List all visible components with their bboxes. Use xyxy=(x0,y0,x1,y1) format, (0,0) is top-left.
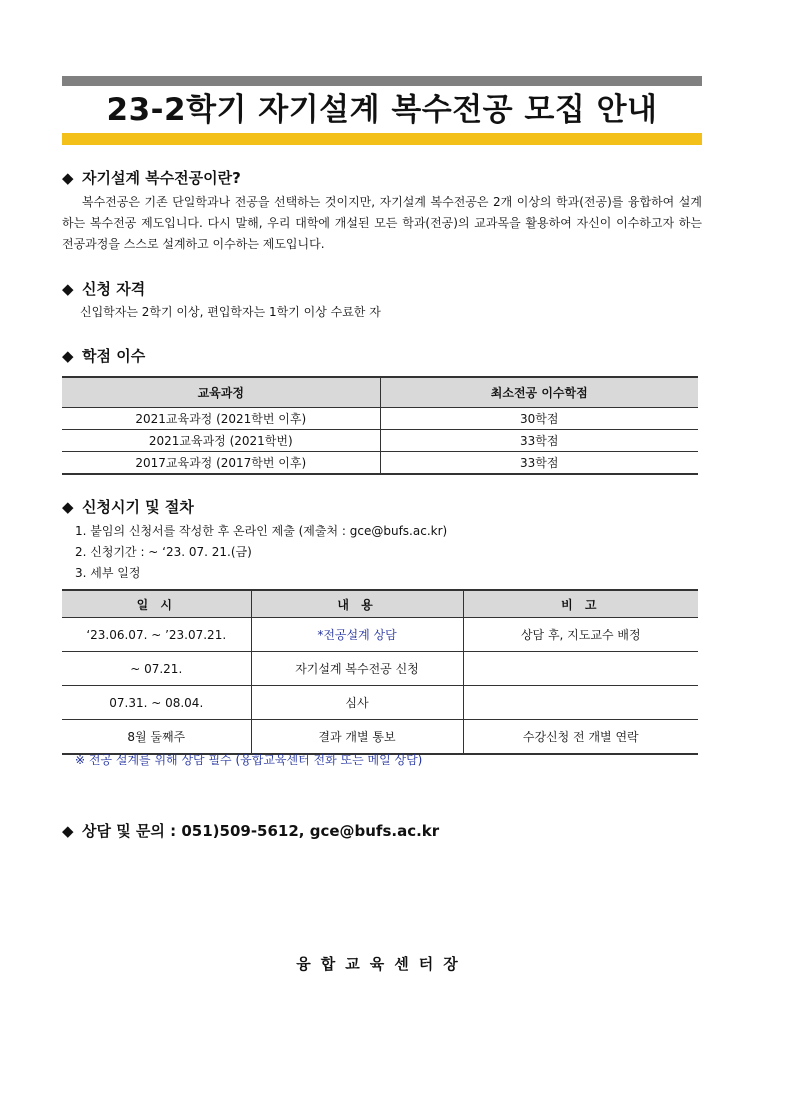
section-heading-text: 신청 자격 xyxy=(82,280,146,298)
procedure-step-3: 3. 세부 일정 xyxy=(75,566,141,580)
table-cell: 2021교육과정 (2021학번) xyxy=(62,430,380,452)
eligibility-text: 신입학자는 2학기 이상, 편입학자는 1학기 이상 수료한 자 xyxy=(80,305,381,319)
table-cell: 30학점 xyxy=(380,408,698,430)
section-heading-text: 신청시기 및 절차 xyxy=(82,498,194,516)
procedure-step-2: 2. 신청기간 : ~ ‘23. 07. 21.(금) xyxy=(75,545,252,559)
table-cell: 8월 둘째주 xyxy=(62,720,251,755)
table-cell: 상담 후, 지도교수 배정 xyxy=(463,618,698,652)
table-row xyxy=(62,408,698,430)
table-cell xyxy=(463,686,698,720)
schedule-table xyxy=(62,589,698,755)
table-cell: *전공설계 상담 xyxy=(251,618,463,652)
procedure-step-1: 1. 붙임의 신청서를 작성한 후 온라인 제출 (제출처 : gce@bufs.ac.kr) xyxy=(75,524,448,538)
table-cell: 2017교육과정 (2017학번 이후) xyxy=(62,452,380,475)
table-cell: 수강신청 전 개별 연락 xyxy=(463,720,698,755)
document-title: 23-2학기 자기설계 복수전공 모집 안내 xyxy=(106,92,658,128)
diamond-bullet-icon: ◆ xyxy=(62,822,74,840)
table-row xyxy=(62,430,698,452)
table-cell: 33학점 xyxy=(380,452,698,475)
consultation-note: ※ 전공 설계를 위해 상담 필수 (융합교육센터 전화 또는 메일 상담) xyxy=(75,753,423,767)
table-cell: 07.31. ~ 08.04. xyxy=(62,686,251,720)
diamond-bullet-icon: ◆ xyxy=(62,280,74,298)
table-cell: 심사 xyxy=(251,686,463,720)
table-header-row xyxy=(62,377,698,408)
diamond-bullet-icon: ◆ xyxy=(62,347,74,365)
signature: 융합교육센터장 xyxy=(296,955,468,973)
table-header-cell: 비 고 xyxy=(463,590,698,618)
table-cell: 결과 개별 통보 xyxy=(251,720,463,755)
table-row xyxy=(62,686,698,720)
table-cell: 33학점 xyxy=(380,430,698,452)
table-cell: 자기설계 복수전공 신청 xyxy=(251,652,463,686)
title-top-bar xyxy=(62,76,702,86)
table-cell xyxy=(463,652,698,686)
table-header-cell: 내 용 xyxy=(251,590,463,618)
table-row xyxy=(62,452,698,475)
title-bottom-bar xyxy=(62,133,702,145)
section-heading-intro xyxy=(62,168,241,188)
section-heading-text: 자기설계 복수전공이란? xyxy=(82,169,241,187)
table-cell: ‘23.06.07. ~ ’23.07.21. xyxy=(62,618,251,652)
diamond-bullet-icon: ◆ xyxy=(62,169,74,187)
section-heading-credits xyxy=(62,346,145,366)
table-cell: 2021교육과정 (2021학번 이후) xyxy=(62,408,380,430)
intro-paragraph: 복수전공은 기존 단일학과나 전공을 선택하는 것이지만, 자기설계 복수전공은 2개 이상의 학과(전공)를 융합하여 설계하는 복수전공 제도입니다. 다시 말해, 우리 대학에 개설된 모든 학과(전공)의 교과목을 활용하여 자신이 이수하고자 하는 전공과정을 스스로 설계하고 이수하는 제도입니다. xyxy=(62,195,702,251)
table-cell: ~ 07.21. xyxy=(62,652,251,686)
credits-table xyxy=(62,376,698,475)
section-heading-text: 학점 이수 xyxy=(82,347,146,365)
table-row xyxy=(62,652,698,686)
diamond-bullet-icon: ◆ xyxy=(62,498,74,516)
table-header-cell: 최소전공 이수학점 xyxy=(380,377,698,408)
table-header-row xyxy=(62,590,698,618)
section-heading-procedure xyxy=(62,497,194,517)
contact-line xyxy=(62,820,439,841)
section-heading-eligibility xyxy=(62,279,145,299)
table-header-cell: 교육과정 xyxy=(62,377,380,408)
table-row xyxy=(62,720,698,755)
contact-text: 상담 및 문의 : 051)509-5612, gce@bufs.ac.kr xyxy=(82,822,440,840)
table-header-cell: 일 시 xyxy=(62,590,251,618)
table-row xyxy=(62,618,698,652)
